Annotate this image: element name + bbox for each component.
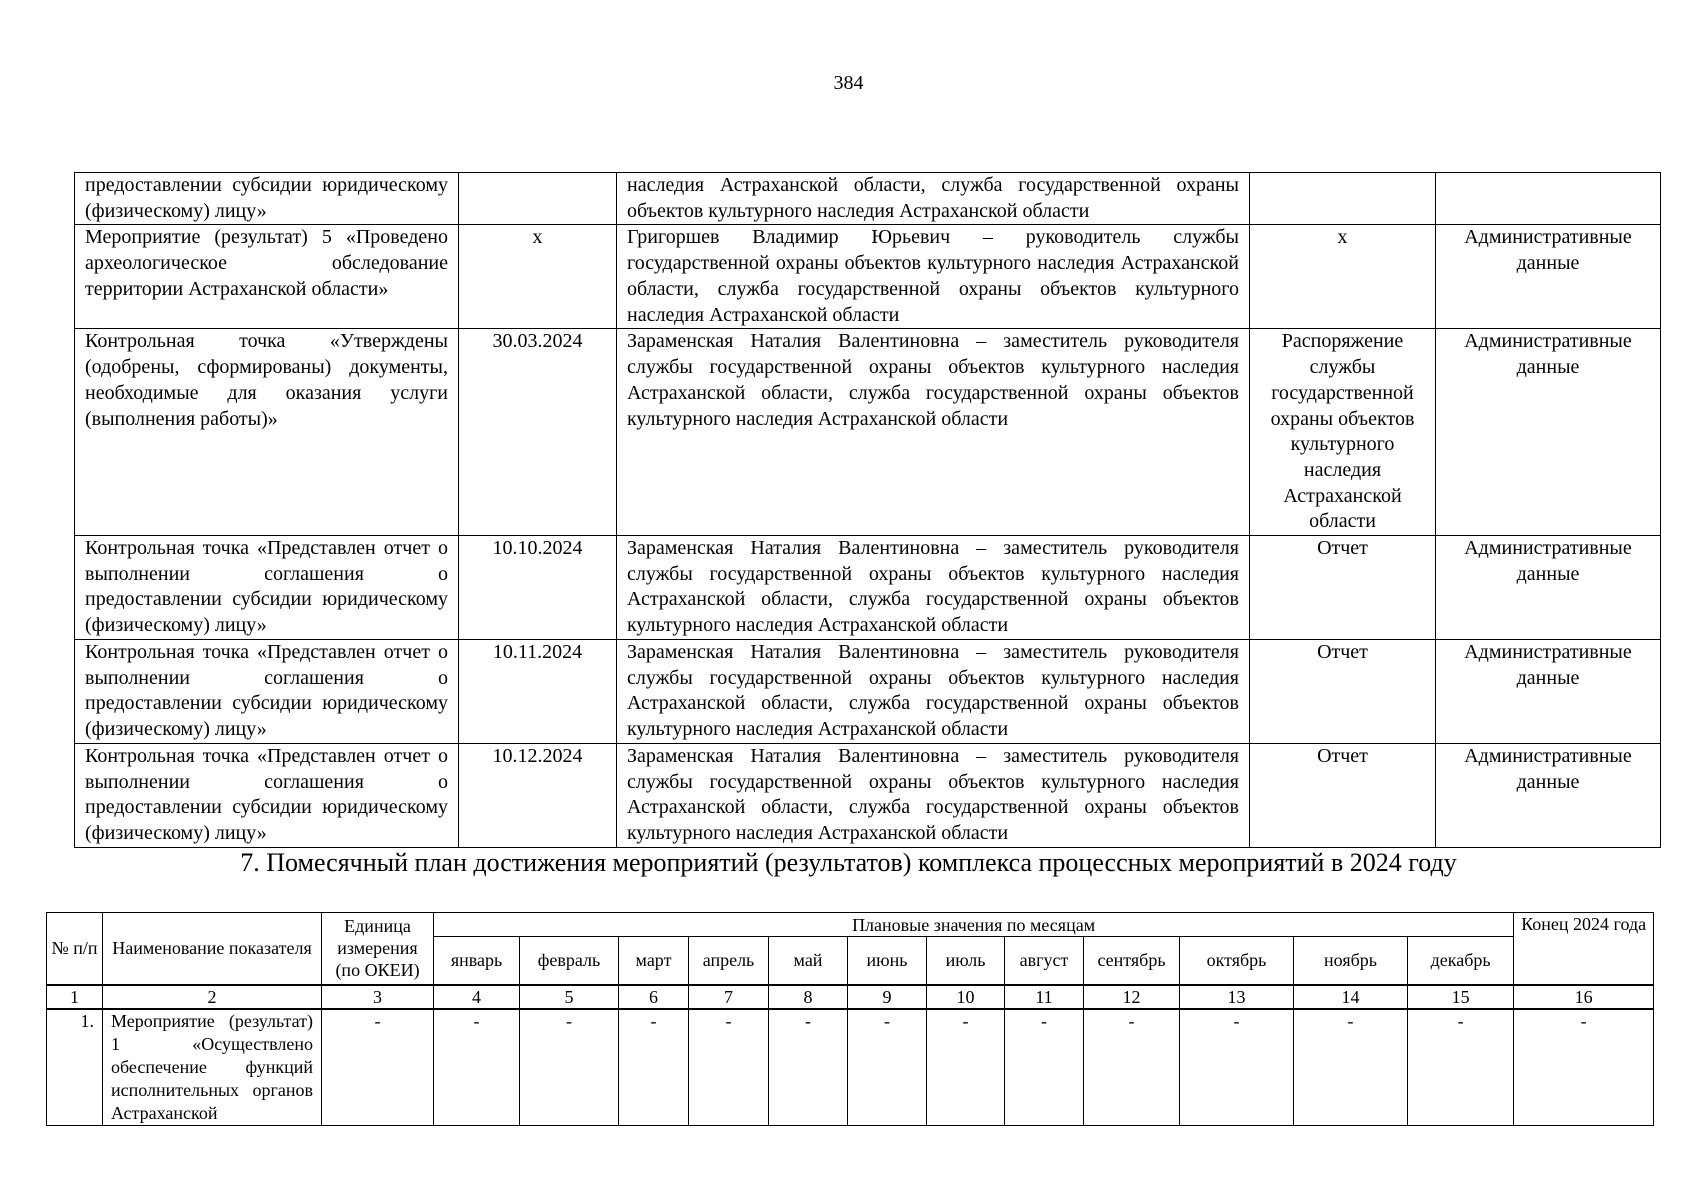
header-month: сентябрь <box>1084 937 1180 985</box>
column-number: 4 <box>434 985 520 1009</box>
header-month: август <box>1005 937 1084 985</box>
table-row <box>47 1009 1654 1126</box>
header-month: октябрь <box>1180 937 1294 985</box>
cell-value: - <box>769 1009 848 1126</box>
column-number: 10 <box>927 985 1005 1009</box>
header-month: февраль <box>520 937 619 985</box>
header-month: декабрь <box>1408 937 1514 985</box>
cell-document: Отчет <box>1250 744 1436 848</box>
column-number: 9 <box>848 985 927 1009</box>
table-row <box>75 536 1661 640</box>
cell-source: Административные данные <box>1436 640 1661 744</box>
header-end: Конец 2024 года <box>1514 913 1654 985</box>
cell-name: Контрольная точка «Утверждены (одобрены, сформированы) документы, необходимые для оказания услуги (выполнения работы)» <box>75 329 459 536</box>
header-month: апрель <box>689 937 769 985</box>
control-points-table <box>74 172 1661 848</box>
cell-source: Административные данные <box>1436 329 1661 536</box>
cell-value: - <box>434 1009 520 1126</box>
cell-source: Административные данные <box>1436 225 1661 329</box>
column-number: 6 <box>619 985 689 1009</box>
column-number: 16 <box>1514 985 1654 1009</box>
column-number: 12 <box>1084 985 1180 1009</box>
header-month: ноябрь <box>1294 937 1408 985</box>
table-row <box>75 173 1661 225</box>
header-month: июнь <box>848 937 927 985</box>
column-number: 14 <box>1294 985 1408 1009</box>
column-number: 3 <box>322 985 434 1009</box>
cell-name: Контрольная точка «Представлен отчет о выполнении соглашения о предоставлении субсидии юридическому (физическому) лицу» <box>75 744 459 848</box>
cell-name: Контрольная точка «Представлен отчет о выполнении соглашения о предоставлении субсидии юридическому (физическому) лицу» <box>75 536 459 640</box>
cell-date: 30.03.2024 <box>459 329 617 536</box>
cell-document: Отчет <box>1250 536 1436 640</box>
header-month: март <box>619 937 689 985</box>
monthly-plan-table <box>46 912 1654 1126</box>
column-number: 2 <box>103 985 322 1009</box>
table-row <box>75 640 1661 744</box>
cell-document <box>1250 173 1436 225</box>
header-month: май <box>769 937 848 985</box>
cell-responsible: Зараменская Наталия Валентиновна – заместитель руководителя службы государственной охраны объектов культурного наследия Астраханской области, служба государственной охраны объектов культурного наследия Астраханской области <box>617 536 1250 640</box>
cell-value: - <box>1514 1009 1654 1126</box>
cell-responsible: Зараменская Наталия Валентиновна – заместитель руководителя службы государственной охраны объектов культурного наследия Астраханской области, служба государственной охраны объектов культурного наследия Астраханской области <box>617 640 1250 744</box>
cell-source: Административные данные <box>1436 744 1661 848</box>
column-number: 8 <box>769 985 848 1009</box>
cell-responsible: Григоршев Владимир Юрьевич – руководитель службы государственной охраны объектов культурного наследия Астраханской области, служба государственной охраны объектов культурного наследия Астраханской области <box>617 225 1250 329</box>
column-number: 15 <box>1408 985 1514 1009</box>
cell-date <box>459 173 617 225</box>
cell-value: - <box>689 1009 769 1126</box>
cell-value: - <box>1180 1009 1294 1126</box>
cell-value: - <box>1084 1009 1180 1126</box>
header-month: июль <box>927 937 1005 985</box>
column-number: 7 <box>689 985 769 1009</box>
section-title: 7. Помесячный план достижения мероприятий (результатов) комплекса процессных мероприятий в 2024 году <box>240 848 1457 877</box>
cell-source: Административные данные <box>1436 536 1661 640</box>
column-number: 11 <box>1005 985 1084 1009</box>
cell-value: - <box>619 1009 689 1126</box>
cell-responsible: Зараменская Наталия Валентиновна – заместитель руководителя службы государственной охраны объектов культурного наследия Астраханской области, служба государственной охраны объектов культурного наследия Астраханской области <box>617 329 1250 536</box>
cell-date: 10.11.2024 <box>459 640 617 744</box>
table-row <box>75 225 1661 329</box>
cell-value: - <box>520 1009 619 1126</box>
cell-name: Мероприятие (результат) 5 «Проведено археологическое обследование территории Астраханской области» <box>75 225 459 329</box>
page-number: 384 <box>833 72 864 94</box>
column-number: 13 <box>1180 985 1294 1009</box>
cell-document: x <box>1250 225 1436 329</box>
cell-name: предоставлении субсидии юридическому (физическому) лицу» <box>75 173 459 225</box>
cell-name: Мероприятие (результат) 1 «Осуществлено обеспечение функций исполнительных органов Астраханской <box>103 1009 322 1126</box>
cell-date: 10.12.2024 <box>459 744 617 848</box>
column-number: 5 <box>520 985 619 1009</box>
table-row <box>75 744 1661 848</box>
cell-name: Контрольная точка «Представлен отчет о выполнении соглашения о предоставлении субсидии юридическому (физическому) лицу» <box>75 640 459 744</box>
column-number-row <box>47 985 1654 1009</box>
cell-date: 10.10.2024 <box>459 536 617 640</box>
header-num: № п/п <box>47 913 103 985</box>
cell-document: Отчет <box>1250 640 1436 744</box>
cell-value: - <box>1408 1009 1514 1126</box>
header-month: январь <box>434 937 520 985</box>
cell-document: Распоряжение службы государственной охраны объектов культурного наследия Астраханской области <box>1250 329 1436 536</box>
cell-value: - <box>1294 1009 1408 1126</box>
cell-responsible: наследия Астраханской области, служба государственной охраны объектов культурного наследия Астраханской области <box>617 173 1250 225</box>
header-unit: Единица измерения (по ОКЕИ) <box>322 913 434 985</box>
cell-responsible: Зараменская Наталия Валентиновна – заместитель руководителя службы государственной охраны объектов культурного наследия Астраханской области, служба государственной охраны объектов культурного наследия Астраханской области <box>617 744 1250 848</box>
cell-num: 1. <box>47 1009 103 1126</box>
cell-value: - <box>1005 1009 1084 1126</box>
cell-value: - <box>848 1009 927 1126</box>
cell-date: x <box>459 225 617 329</box>
header-name: Наименование показателя <box>103 913 322 985</box>
cell-value: - <box>927 1009 1005 1126</box>
header-planned: Плановые значения по месяцам <box>434 913 1514 937</box>
cell-source <box>1436 173 1661 225</box>
table-row <box>75 329 1661 536</box>
cell-value: - <box>322 1009 434 1126</box>
column-number: 1 <box>47 985 103 1009</box>
